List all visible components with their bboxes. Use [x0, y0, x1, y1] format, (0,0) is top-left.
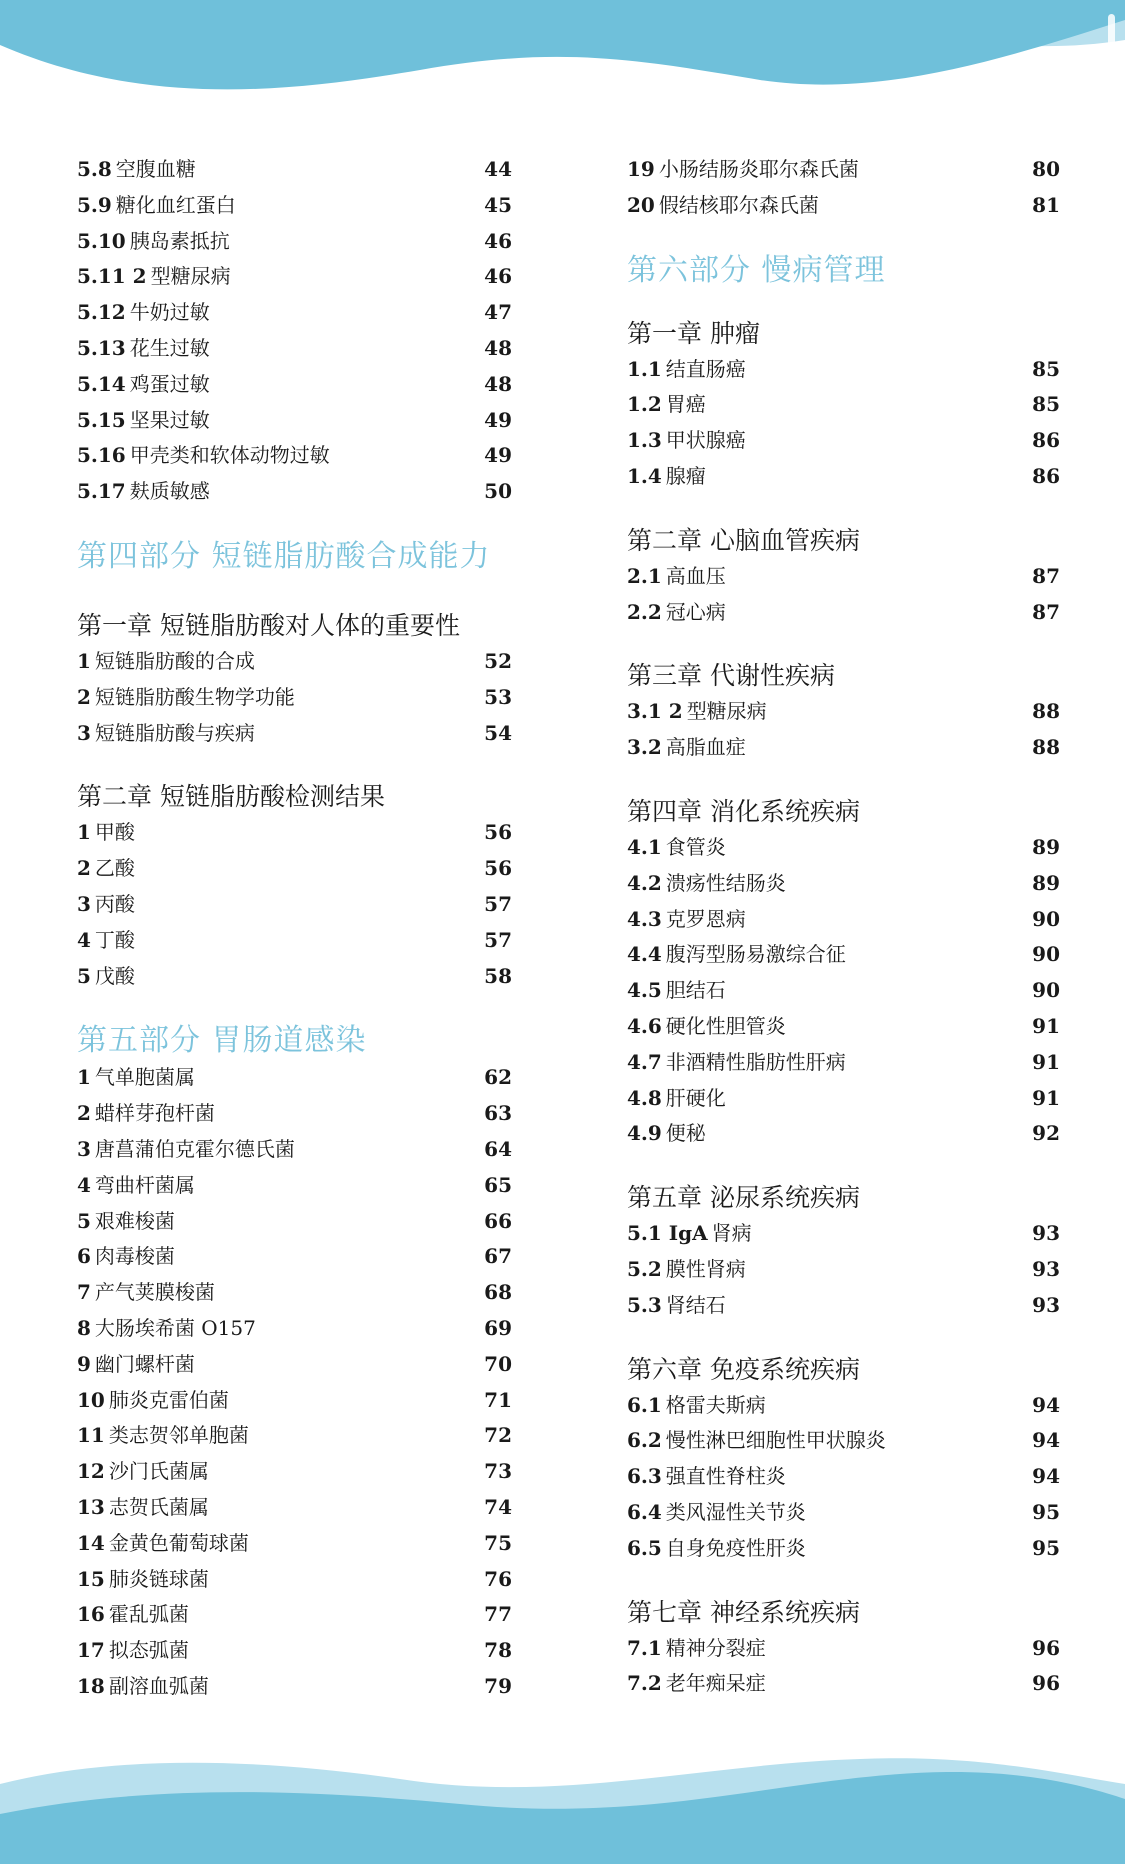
entry-number: 6.3: [627, 1464, 662, 1489]
entry-page: 49: [484, 443, 512, 468]
entry-title: 老年痴呆症: [665, 1671, 766, 1696]
entry-number: 4.5: [627, 978, 662, 1003]
toc-entry[interactable]: [627, 1253, 1060, 1289]
entry-page: 70: [484, 1351, 512, 1376]
entry-title: 克罗恩病: [665, 906, 746, 931]
entry-number: 4.6: [627, 1013, 662, 1038]
entry-number: 3: [77, 1136, 91, 1161]
entry-page: 72: [484, 1423, 512, 1448]
entry-page: 85: [1032, 356, 1060, 381]
toc-group: [627, 253, 1060, 496]
chapter-title: 第四章 消化系统疾病: [627, 796, 860, 826]
entry-page: 94: [1032, 1464, 1060, 1489]
toc-entry[interactable]: [77, 1563, 512, 1599]
chapter-title: 第二章 心脑血管疾病: [627, 525, 860, 555]
entry-number: 18: [77, 1673, 105, 1698]
entry-number: 5.10: [77, 228, 126, 253]
entry-title: 金黄色葡萄球菌: [108, 1530, 249, 1555]
entry-number: 7.1: [627, 1635, 662, 1660]
toc-group: [77, 1023, 512, 1705]
entry-title: 鸡蛋过敏: [129, 371, 210, 396]
entry-title: 牛奶过敏: [129, 300, 210, 325]
entry-title: 冠心病: [665, 599, 726, 624]
entry-title: 蜡样芽孢杆菌: [94, 1101, 215, 1126]
entry-page: 85: [1032, 392, 1060, 417]
entry-page: 52: [484, 648, 512, 673]
entry-number: 3: [77, 720, 91, 745]
toc-entry[interactable]: [77, 1169, 512, 1205]
entry-title: 食管炎: [665, 834, 726, 859]
toc-entry[interactable]: [77, 296, 512, 332]
chapter-title: 第三章 代谢性疾病: [627, 661, 835, 691]
entry-page: 56: [484, 856, 512, 881]
entry-title: 胆结石: [665, 978, 726, 1003]
entry-page: 90: [1032, 942, 1060, 967]
entry-number: 5.9: [77, 192, 112, 217]
entry-number: 19: [627, 157, 655, 181]
toc-entry[interactable]: [77, 1634, 512, 1670]
top-wave-decoration: [0, 0, 1125, 110]
entry-title: 自身免疫性肝炎: [665, 1535, 806, 1560]
entry-page: 71: [484, 1387, 512, 1412]
entry-page: 93: [1032, 1256, 1060, 1281]
entry-number: 6.2: [627, 1428, 662, 1453]
entry-page: 93: [1032, 1221, 1060, 1246]
toc-entry[interactable]: [77, 681, 512, 717]
entry-title: 肉毒梭菌: [94, 1244, 175, 1269]
entry-number: 2.1: [627, 563, 662, 588]
toc-entry[interactable]: [77, 475, 512, 511]
entry-page: 89: [1032, 870, 1060, 895]
entry-page: 96: [1032, 1635, 1060, 1660]
entry-number: 4.8: [627, 1085, 662, 1110]
chapter-title: 第七章 神经系统疾病: [627, 1597, 860, 1627]
entry-page: 95: [1032, 1535, 1060, 1560]
entry-page: 94: [1032, 1392, 1060, 1417]
entry-page: 45: [484, 192, 512, 217]
entry-page: 95: [1032, 1499, 1060, 1524]
toc-right-column: [627, 153, 1060, 1703]
entry-page: 81: [1032, 192, 1060, 217]
entry-number: 4.9: [627, 1121, 662, 1146]
entry-page: 46: [484, 264, 512, 289]
part-title: 第六部分 慢病管理: [627, 252, 886, 288]
scrollbar[interactable]: [1108, 14, 1115, 100]
entry-title: 空腹血糖: [115, 157, 196, 181]
entry-title: 格雷夫斯病: [665, 1392, 766, 1417]
entry-title: 类风湿性关节炎: [665, 1499, 806, 1524]
entry-number: 5.12: [77, 300, 126, 325]
toc-group: [627, 524, 1060, 632]
entry-title: 大肠埃希菌 O157: [94, 1315, 256, 1340]
entry-number: 8: [77, 1315, 91, 1340]
toc-entry[interactable]: [77, 368, 512, 404]
toc-entry[interactable]: [77, 1384, 512, 1420]
entry-number: 5.13: [77, 335, 126, 360]
entry-title: 乙酸: [94, 856, 135, 881]
entry-number: 12: [77, 1459, 105, 1484]
entry-title: 拟态弧菌: [108, 1638, 189, 1663]
toc-entry[interactable]: [77, 852, 512, 888]
entry-title: 肾结石: [665, 1292, 726, 1317]
entry-page: 88: [1032, 699, 1060, 724]
toc-group: [77, 153, 512, 511]
entry-number: 5.17: [77, 479, 126, 504]
toc-entry[interactable]: [77, 1527, 512, 1563]
entry-title: 副溶血弧菌: [108, 1673, 209, 1698]
entry-number: 5.2: [627, 1256, 662, 1281]
toc-entry[interactable]: [627, 388, 1060, 424]
entry-page: 44: [484, 157, 512, 181]
entry-title: 沙门氏菌属: [108, 1459, 209, 1484]
entry-page: 66: [484, 1208, 512, 1233]
toc-entry[interactable]: [77, 1133, 512, 1169]
toc-entry[interactable]: [627, 1389, 1060, 1425]
entry-title: 慢性淋巴细胞性甲状腺炎: [665, 1428, 886, 1453]
entry-title: 腹泻型肠易激综合征: [665, 942, 846, 967]
entry-page: 77: [484, 1602, 512, 1627]
toc-entry[interactable]: [627, 903, 1060, 939]
entry-number: 5.14: [77, 371, 126, 396]
entry-number: 5.11 2: [77, 264, 147, 289]
entry-title: 肺炎链球菌: [108, 1566, 209, 1591]
toc-entry[interactable]: [77, 717, 512, 753]
entry-page: 78: [484, 1638, 512, 1663]
entry-page: 76: [484, 1566, 512, 1591]
entry-number: 20: [627, 192, 655, 217]
entry-title: 坚果过敏: [129, 407, 210, 432]
entry-title: 胰岛素抵抗: [129, 228, 230, 253]
entry-title: 甲状腺癌: [665, 428, 746, 453]
entry-number: 5.1 IgA: [627, 1221, 708, 1246]
entry-page: 79: [484, 1673, 512, 1698]
entry-page: 53: [484, 684, 512, 709]
entry-title: 甲酸: [94, 820, 135, 845]
entry-title: 甲壳类和软体动物过敏: [129, 443, 330, 468]
toc-entry[interactable]: [77, 1670, 512, 1706]
entry-page: 56: [484, 820, 512, 845]
entry-number: 15: [77, 1566, 105, 1591]
toc-entry[interactable]: [627, 731, 1060, 767]
entry-number: 5.16: [77, 443, 126, 468]
entry-page: 92: [1032, 1121, 1060, 1146]
entry-title: 丁酸: [94, 927, 135, 952]
entry-page: 57: [484, 891, 512, 916]
entry-title: 戊酸: [94, 963, 135, 988]
entry-page: 49: [484, 407, 512, 432]
entry-title: 肺炎克雷伯菌: [108, 1387, 229, 1412]
entry-number: 5.3: [627, 1292, 662, 1317]
toc-entry[interactable]: [627, 867, 1060, 903]
entry-number: 1.3: [627, 428, 662, 453]
part-title: 第四部分 短链脂肪酸合成能力: [77, 538, 491, 574]
chapter-title: 第六章 免疫系统疾病: [627, 1354, 860, 1384]
toc-entry[interactable]: [627, 1046, 1060, 1082]
entry-title: 肾病: [711, 1221, 752, 1246]
entry-page: 46: [484, 228, 512, 253]
entry-number: 2: [77, 856, 91, 881]
toc-entry[interactable]: [77, 1491, 512, 1527]
entry-page: 93: [1032, 1292, 1060, 1317]
toc-entry[interactable]: [77, 1276, 512, 1312]
entry-number: 1.2: [627, 392, 662, 417]
toc-entry[interactable]: [627, 1667, 1060, 1703]
entry-number: 5: [77, 1208, 91, 1233]
entry-page: 91: [1032, 1085, 1060, 1110]
entry-page: 69: [484, 1315, 512, 1340]
toc-entry[interactable]: [77, 888, 512, 924]
entry-title: 型糖尿病: [686, 699, 767, 724]
toc-entry[interactable]: [627, 695, 1060, 731]
entry-title: 艰难梭菌: [94, 1208, 175, 1233]
entry-number: 16: [77, 1602, 105, 1627]
entry-title: 结直肠癌: [665, 356, 746, 381]
toc-entry[interactable]: [627, 1532, 1060, 1568]
entry-page: 74: [484, 1494, 512, 1519]
toc-entry[interactable]: [77, 1419, 512, 1455]
entry-page: 80: [1032, 157, 1060, 181]
entry-number: 7.2: [627, 1671, 662, 1696]
entry-title: 短链脂肪酸的合成: [94, 648, 255, 673]
entry-page: 89: [1032, 834, 1060, 859]
entry-number: 6.1: [627, 1392, 662, 1417]
entry-title: 型糖尿病: [150, 264, 231, 289]
toc-entry[interactable]: [77, 404, 512, 440]
toc-entry[interactable]: [77, 1598, 512, 1634]
toc-entry[interactable]: [627, 153, 1060, 189]
entry-title: 唐菖蒲伯克霍尔德氏菌: [94, 1136, 295, 1161]
toc-entry[interactable]: [77, 960, 512, 996]
toc-entry[interactable]: [627, 1496, 1060, 1532]
entry-page: 58: [484, 963, 512, 988]
toc-entry[interactable]: [77, 1240, 512, 1276]
entry-number: 3.2: [627, 735, 662, 760]
entry-number: 4.3: [627, 906, 662, 931]
entry-page: 86: [1032, 428, 1060, 453]
toc-group: [627, 1596, 1060, 1704]
entry-number: 4.2: [627, 870, 662, 895]
entry-number: 4.7: [627, 1049, 662, 1074]
entry-title: 胃癌: [665, 392, 706, 417]
bottom-wave-decoration: [0, 1744, 1125, 1864]
toc-group: [627, 153, 1060, 225]
entry-title: 糖化血红蛋白: [115, 192, 236, 217]
toc-entry[interactable]: [77, 225, 512, 261]
entry-page: 91: [1032, 1049, 1060, 1074]
toc-group: [627, 659, 1060, 767]
entry-title: 高血压: [665, 563, 726, 588]
toc-entry[interactable]: [627, 1117, 1060, 1153]
entry-page: 68: [484, 1280, 512, 1305]
toc-entry[interactable]: [77, 153, 512, 189]
toc-entry[interactable]: [627, 831, 1060, 867]
toc-entry[interactable]: [77, 816, 512, 852]
toc-group: [77, 539, 512, 752]
toc-entry[interactable]: [627, 353, 1060, 389]
entry-page: 57: [484, 927, 512, 952]
entry-page: 87: [1032, 563, 1060, 588]
entry-number: 11: [77, 1423, 105, 1448]
toc-entry[interactable]: [627, 1424, 1060, 1460]
entry-page: 90: [1032, 978, 1060, 1003]
entry-page: 73: [484, 1459, 512, 1484]
toc-entry[interactable]: [77, 260, 512, 296]
entry-page: 75: [484, 1530, 512, 1555]
entry-number: 17: [77, 1638, 105, 1663]
toc-entry[interactable]: [627, 974, 1060, 1010]
entry-number: 5.8: [77, 157, 112, 181]
entry-number: 4: [77, 927, 91, 952]
chapter-title: 第五章 泌尿系统疾病: [627, 1183, 860, 1213]
entry-title: 腺瘤: [665, 463, 706, 488]
toc-entry[interactable]: [627, 189, 1060, 225]
toc-group: [77, 780, 512, 995]
entry-page: 91: [1032, 1013, 1060, 1038]
entry-page: 94: [1032, 1428, 1060, 1453]
entry-number: 2.2: [627, 599, 662, 624]
entry-page: 87: [1032, 599, 1060, 624]
entry-page: 90: [1032, 906, 1060, 931]
toc-entry[interactable]: [627, 424, 1060, 460]
toc-entry[interactable]: [77, 1312, 512, 1348]
entry-number: 1: [77, 820, 91, 845]
toc-group: [627, 1353, 1060, 1568]
toc-entry[interactable]: [77, 1061, 512, 1097]
entry-number: 7: [77, 1280, 91, 1305]
toc-entry[interactable]: [627, 938, 1060, 974]
entry-number: 14: [77, 1530, 105, 1555]
toc-group: [627, 1181, 1060, 1324]
entry-title: 气单胞菌属: [94, 1065, 195, 1090]
entry-title: 便秘: [665, 1121, 706, 1146]
entry-title: 幽门螺杆菌: [94, 1351, 195, 1376]
toc-left-column: [77, 153, 512, 1706]
part-title: 第五部分 胃肠道感染: [77, 1023, 367, 1059]
toc-group: [627, 795, 1060, 1153]
entry-number: 4.4: [627, 942, 662, 967]
entry-page: 62: [484, 1065, 512, 1090]
toc-entry[interactable]: [627, 596, 1060, 632]
entry-number: 3.1 2: [627, 699, 683, 724]
entry-number: 2: [77, 684, 91, 709]
entry-title: 短链脂肪酸与疾病: [94, 720, 255, 745]
entry-page: 47: [484, 300, 512, 325]
entry-title: 膜性肾病: [665, 1256, 746, 1281]
entry-title: 类志贺邻单胞菌: [108, 1423, 249, 1448]
entry-number: 3: [77, 891, 91, 916]
entry-page: 67: [484, 1244, 512, 1269]
entry-title: 强直性脊柱炎: [665, 1464, 786, 1489]
entry-number: 6.4: [627, 1499, 662, 1524]
entry-page: 48: [484, 335, 512, 360]
toc-entry[interactable]: [627, 1082, 1060, 1118]
entry-number: 2: [77, 1101, 91, 1126]
entry-number: 1.4: [627, 463, 662, 488]
toc-entry[interactable]: [627, 460, 1060, 496]
entry-page: 86: [1032, 463, 1060, 488]
entry-number: 4: [77, 1172, 91, 1197]
toc-entry[interactable]: [627, 1460, 1060, 1496]
toc-entry[interactable]: [77, 332, 512, 368]
toc-entry[interactable]: [627, 1289, 1060, 1325]
toc-entry[interactable]: [627, 1632, 1060, 1668]
entry-number: 13: [77, 1494, 105, 1519]
entry-number: 1.1: [627, 356, 662, 381]
entry-page: 64: [484, 1136, 512, 1161]
entry-page: 63: [484, 1101, 512, 1126]
entry-page: 65: [484, 1172, 512, 1197]
entry-number: 6.5: [627, 1535, 662, 1560]
chapter-title: 第一章 肿瘤: [627, 318, 760, 348]
entry-page: 54: [484, 720, 512, 745]
entry-title: 丙酸: [94, 891, 135, 916]
toc-entry[interactable]: [77, 1205, 512, 1241]
entry-title: 肝硬化: [665, 1085, 726, 1110]
chapter-title: 第一章 短链脂肪酸对人体的重要性: [77, 610, 460, 640]
toc-entry[interactable]: [77, 645, 512, 681]
toc-entry[interactable]: [77, 439, 512, 475]
chapter-title: 第二章 短链脂肪酸检测结果: [77, 782, 385, 812]
entry-title: 小肠结肠炎耶尔森氏菌: [658, 157, 859, 181]
entry-title: 志贺氏菌属: [108, 1494, 209, 1519]
entry-title: 高脂血症: [665, 735, 746, 760]
entry-number: 1: [77, 1065, 91, 1090]
toc-entry[interactable]: [627, 560, 1060, 596]
toc-entry[interactable]: [627, 1010, 1060, 1046]
entry-page: 48: [484, 371, 512, 396]
entry-title: 溃疡性结肠炎: [665, 870, 786, 895]
entry-title: 短链脂肪酸生物学功能: [94, 684, 295, 709]
toc-entry[interactable]: [77, 189, 512, 225]
entry-page: 50: [484, 479, 512, 504]
entry-number: 10: [77, 1387, 105, 1412]
entry-number: 5: [77, 963, 91, 988]
entry-title: 花生过敏: [129, 335, 210, 360]
entry-title: 产气荚膜梭菌: [94, 1280, 215, 1305]
entry-page: 96: [1032, 1671, 1060, 1696]
toc-entry[interactable]: [627, 1217, 1060, 1253]
entry-title: 麸质敏感: [129, 479, 210, 504]
entry-title: 假结核耶尔森氏菌: [658, 192, 819, 217]
entry-title: 非酒精性脂肪性肝病: [665, 1049, 846, 1074]
entry-title: 霍乱弧菌: [108, 1602, 189, 1627]
toc-entry[interactable]: [77, 1455, 512, 1491]
entry-page: 88: [1032, 735, 1060, 760]
entry-title: 硬化性胆管炎: [665, 1013, 786, 1038]
entry-number: 6: [77, 1244, 91, 1269]
toc-entry[interactable]: [77, 1348, 512, 1384]
entry-number: 4.1: [627, 834, 662, 859]
toc-entry[interactable]: [77, 1097, 512, 1133]
entry-number: 1: [77, 648, 91, 673]
toc-entry[interactable]: [77, 924, 512, 960]
entry-number: 5.15: [77, 407, 126, 432]
entry-number: 9: [77, 1351, 91, 1376]
entry-title: 弯曲杆菌属: [94, 1172, 195, 1197]
entry-title: 精神分裂症: [665, 1635, 766, 1660]
